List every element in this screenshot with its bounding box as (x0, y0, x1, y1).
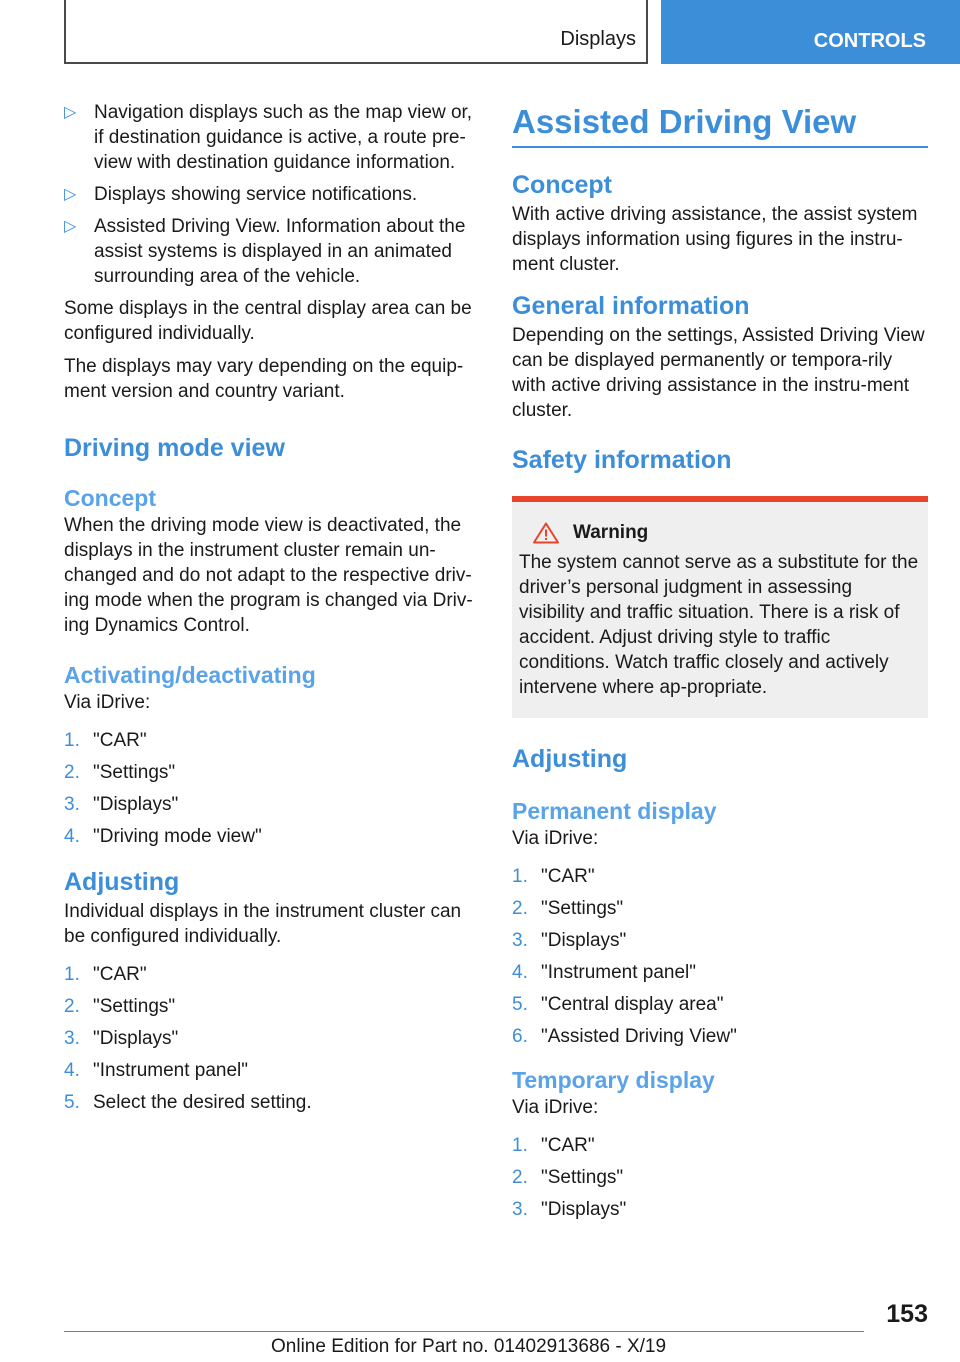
heading-concept: Concept (64, 485, 156, 511)
display-bullets (64, 100, 474, 289)
list-item: 2. "Settings" (64, 996, 176, 1017)
paragraph: When the driving mode view is deactivated, the displays in the instrument cluster remain un-changed and do not adapt to the respective driv-ing mode when the program is changed via Driv-ing Dynamics Control. (64, 515, 473, 636)
list-item: ▷ Assisted Driving View. Information about the assist systems is displayed in an animated surrounding area of the vehicle. (64, 216, 466, 287)
list-item: 4. "Instrument panel" (512, 962, 697, 983)
list-item: 1. "CAR" (64, 730, 147, 751)
warning-text: The system cannot serve as a substitute for the driver’s personal judgment in assessing visibility and traffic situation. There is a risk of accident. Adjust driving style to traffic conditions. Watch traffic closely and actively intervene where ap-propriate. (519, 552, 919, 698)
list-item: 3. "Displays" (64, 794, 179, 815)
list-item: 2. "Settings" (64, 762, 176, 783)
warning-header (519, 522, 922, 544)
page-number: 153 (886, 1300, 928, 1328)
heading-temporary-display: Temporary display (512, 1067, 715, 1093)
list-item: 4. "Driving mode view" (64, 826, 262, 847)
heading-concept: Concept (512, 171, 612, 199)
list-item: 3. "Displays" (512, 1199, 627, 1220)
paragraph: Individual displays in the instrument cluster can be configured individually. (64, 901, 462, 947)
list-item: 5. Select the desired setting. (64, 1092, 312, 1113)
steps-list (64, 962, 474, 1115)
list-item: ▷ Navigation displays such as the map view or, if destination guidance is active, a route pre-view with destination guidance information. (64, 102, 473, 173)
paragraph: Some displays in the central display area can be configured individually. (64, 298, 472, 344)
chapter-label: CONTROLS (813, 30, 926, 52)
heading-adjusting: Adjusting (64, 868, 180, 896)
paragraph: Via iDrive: (64, 692, 151, 713)
left-column (64, 100, 474, 1122)
chapter-tab[interactable] (661, 0, 960, 64)
heading-assisted-driving-view: Assisted Driving View (512, 103, 857, 140)
heading-activating: Activating/deactivating (64, 662, 316, 688)
list-item: 1. "CAR" (512, 866, 595, 887)
paragraph: With active driving assistance, the assist system displays information using figures in the instru-ment cluster. (512, 204, 918, 275)
right-column (512, 100, 928, 1229)
heading-safety-information: Safety information (512, 446, 732, 474)
steps-list (512, 1133, 928, 1222)
footer-divider (64, 1331, 864, 1332)
triangle-bullet-icon: ▷ (64, 218, 77, 235)
paragraph: Via iDrive: (512, 828, 599, 849)
list-item: 1. "CAR" (64, 964, 147, 985)
triangle-bullet-icon: ▷ (64, 104, 77, 121)
main-heading-block (512, 100, 928, 148)
list-item: 2. "Settings" (512, 1167, 624, 1188)
list-item: 2. "Settings" (512, 898, 624, 919)
warning-triangle-icon (533, 522, 559, 544)
list-item: 6. "Assisted Driving View" (512, 1026, 737, 1047)
triangle-bullet-icon: ▷ (64, 186, 77, 203)
list-item: 5. "Central display area" (512, 994, 724, 1015)
paragraph: Depending on the settings, Assisted Driving View can be displayed permanently or tempora-rily with active driving assistance in the instru-ment cluster. (512, 325, 925, 421)
paragraph: Via iDrive: (512, 1097, 599, 1118)
section-title: Displays (560, 28, 636, 50)
warning-title: Warning (573, 522, 649, 543)
list-item: 3. "Displays" (64, 1028, 179, 1049)
heading-driving-mode-view: Driving mode view (64, 434, 285, 462)
list-item: ▷ Displays showing service notifications. (64, 184, 418, 205)
list-item: 3. "Displays" (512, 930, 627, 951)
edition-text: Online Edition for Part no. 01402913686 - X/19 (271, 1336, 667, 1357)
steps-list (64, 728, 474, 849)
list-item: 1. "CAR" (512, 1135, 595, 1156)
heading-permanent-display: Permanent display (512, 798, 717, 824)
list-item: 4. "Instrument panel" (64, 1060, 249, 1081)
warning-box (512, 496, 928, 718)
steps-list (512, 864, 928, 1049)
heading-adjusting: Adjusting (512, 745, 628, 773)
paragraph: The displays may vary depending on the equip-ment version and country variant. (64, 356, 464, 402)
heading-general-information: General information (512, 292, 750, 320)
